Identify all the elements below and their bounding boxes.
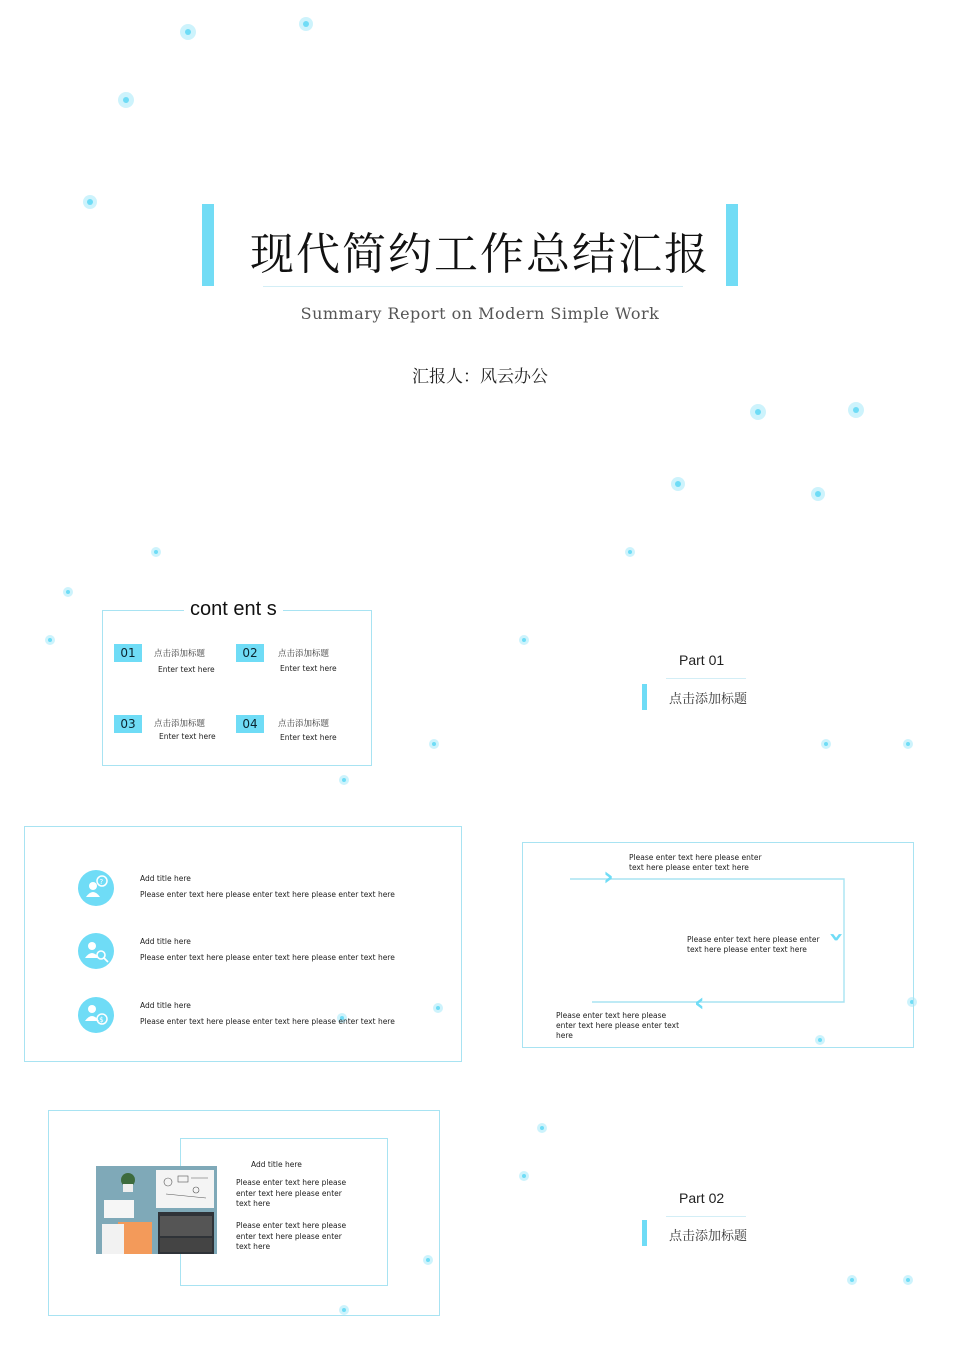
item-title: 点击添加标题 xyxy=(154,649,206,659)
list-item xyxy=(78,933,458,973)
item-number: 04 xyxy=(236,715,264,733)
contents-item-02[interactable] xyxy=(236,644,346,678)
item-text: Enter text here xyxy=(280,733,337,742)
contents-item-01[interactable] xyxy=(114,644,224,678)
chevron-left-icon: ‹ xyxy=(694,988,705,1018)
contents-heading: cont ent s xyxy=(184,598,283,621)
network-decoration-bottom-right xyxy=(812,714,952,808)
row-title: Add title here xyxy=(140,874,191,883)
item-text: Enter text here xyxy=(158,665,215,674)
slide-icon-list xyxy=(8,812,478,1076)
slide-part-02 xyxy=(482,1080,952,1344)
title-underline xyxy=(263,286,683,287)
item-number: 02 xyxy=(236,644,264,662)
row-text: Please enter text here please enter text here please enter text here xyxy=(140,890,395,899)
slide-process-flow xyxy=(482,812,952,1076)
slide-part-01 xyxy=(482,544,952,808)
part-label: Part 02 xyxy=(679,1190,725,1206)
network-decoration-top-left xyxy=(482,544,682,644)
part-label: Part 01 xyxy=(679,652,725,668)
item-text: Enter text here xyxy=(280,664,337,673)
text-title: Add title here xyxy=(251,1160,302,1169)
text-paragraph-2: Please enter text here please enter text here please enter text here xyxy=(236,1221,347,1251)
row-text: Please enter text here please enter text here please enter text here xyxy=(140,1017,395,1026)
network-decoration-top-left xyxy=(482,1080,682,1180)
slide-image-text xyxy=(8,1080,478,1344)
chevron-down-icon: › xyxy=(821,931,852,943)
step-text-2: Please enter text here please enter text here please enter text here xyxy=(687,935,820,954)
item-number: 03 xyxy=(114,715,142,733)
item-title: 点击添加标题 xyxy=(154,719,206,729)
network-decoration-bottom-right xyxy=(812,1250,952,1344)
network-decoration-top-left xyxy=(8,8,388,218)
row-text: Please enter text here please enter text here please enter text here xyxy=(140,953,395,962)
list-item xyxy=(78,997,458,1037)
item-number: 01 xyxy=(114,644,142,662)
part-title: 点击添加标题 xyxy=(669,1229,748,1244)
item-title: 点击添加标题 xyxy=(278,649,330,659)
network-decoration-bottom-right xyxy=(668,354,952,540)
contents-item-03[interactable] xyxy=(114,714,224,748)
svg-text:$: $ xyxy=(99,1016,104,1024)
part-divider xyxy=(666,1216,746,1217)
user-question-icon xyxy=(78,870,114,906)
step-text-1: Please enter text here please enter text here please enter text here xyxy=(629,853,762,872)
user-search-icon xyxy=(78,933,114,969)
list-item xyxy=(78,870,458,910)
contents-item-04[interactable] xyxy=(236,714,346,748)
part-accent-bar xyxy=(642,684,647,710)
row-title: Add title here xyxy=(140,1001,191,1010)
title-bar-left xyxy=(202,204,214,286)
step-text-3: Please enter text here please enter text here please enter text here xyxy=(556,1011,680,1040)
part-title: 点击添加标题 xyxy=(669,692,748,707)
row-title: Add title here xyxy=(140,937,191,946)
reporter: 汇报人：风云办公 xyxy=(412,367,548,387)
svg-text:?: ? xyxy=(99,878,104,886)
item-title: 点击添加标题 xyxy=(278,719,330,729)
subtitle: Summary Report on Modern Simple Work xyxy=(300,304,660,323)
part-accent-bar xyxy=(642,1220,647,1246)
chevron-right-icon: › xyxy=(603,862,614,892)
item-text: Enter text here xyxy=(159,732,216,741)
user-money-icon xyxy=(78,997,114,1033)
text-paragraph-1: Please enter text here please enter text here please enter text here xyxy=(236,1178,347,1208)
part-divider xyxy=(666,678,746,679)
main-title: 现代简约工作总结汇报 xyxy=(250,229,710,280)
slide-contents xyxy=(8,544,478,808)
desk-photo xyxy=(96,1166,217,1254)
